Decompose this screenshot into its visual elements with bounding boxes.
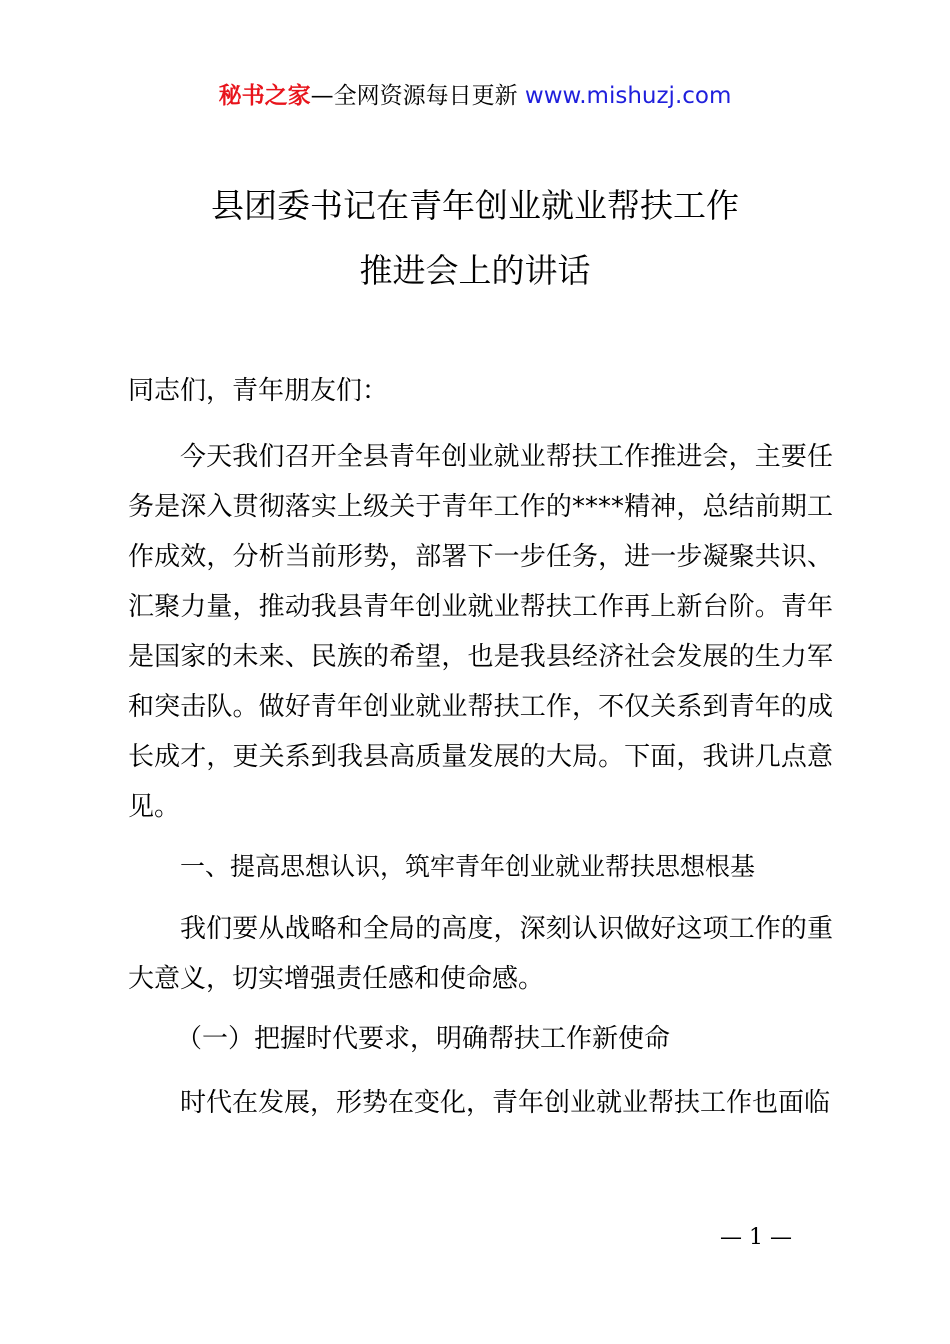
document-title-line1: 县团委书记在青年创业就业帮扶工作: [211, 186, 739, 225]
site-header: [0, 80, 950, 112]
salutation: 同志们，青年朋友们：: [128, 376, 389, 406]
paragraph-subsection-1: [128, 1078, 833, 1128]
paragraph-intro: [128, 432, 833, 832]
paragraph-section-1-text: 我们要从战略和全局的高度，深刻认识做好这项工作的重大意义，切实增强责任感和使命感。: [128, 914, 833, 994]
page-number: — 1 —: [720, 1225, 792, 1250]
document-title-line2: 推进会上的讲话: [359, 251, 591, 290]
header-tagline: —全网资源每日更新: [310, 83, 525, 109]
subsection-heading-1: （一）把握时代要求，明确帮扶工作新使命: [176, 1024, 671, 1054]
section-heading-1: 一、提高思想认识，筑牢青年创业就业帮扶思想根基: [180, 852, 756, 881]
brand-name: 秘书之家: [218, 83, 311, 109]
paragraph-intro-text: 今天我们召开全县青年创业就业帮扶工作推进会，主要任务是深入贯彻落实上级关于青年工作的****精神，总结前期工作成效，分析当前形势，部署下一步任务，进一步凝聚共识、汇聚力量，推动我县青年创业就业帮扶工作再上新台阶。青年是国家的未来、民族的希望，也是我县经济社会发展的生力军和突击队。做好青年创业就业帮扶工作，不仅关系到青年的成长成才，更关系到我县高质量发展的大局。下面，我讲几点意见。: [128, 442, 833, 822]
paragraph-subsection-1-text: 时代在发展，形势在变化，青年创业就业帮扶工作也面临: [180, 1088, 831, 1118]
paragraph-section-1: [128, 904, 833, 1004]
site-url-link[interactable]: www.mishuzj.com: [524, 83, 732, 109]
